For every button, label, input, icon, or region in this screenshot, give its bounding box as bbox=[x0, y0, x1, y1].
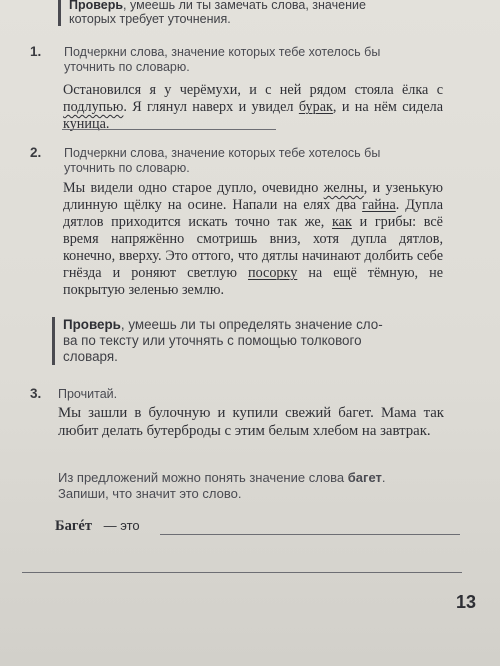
task-2-number: 2. bbox=[30, 145, 42, 160]
answer-line-1[interactable] bbox=[160, 534, 460, 535]
task-1-number: 1. bbox=[30, 44, 42, 59]
story-text: , и на нём сидела куница. bbox=[63, 99, 443, 132]
check-line-1 bbox=[69, 0, 469, 12]
pencil-underline bbox=[62, 129, 276, 130]
story-text: . Я глянул наверх и увидел bbox=[123, 99, 299, 115]
task-2-instruction-line-2: уточнить по словарю. bbox=[64, 161, 190, 175]
task-3-story: Мы зашли в булочную и купили свежий багет. Мама так любит делать бутерброды с этим белым хлебом на завтрак. bbox=[58, 405, 444, 439]
question-bold-word: багет bbox=[347, 470, 382, 485]
task-2-story bbox=[63, 180, 443, 299]
answer-line-2[interactable] bbox=[22, 572, 462, 573]
task-3-question-line-2: Запиши, что значит это слово. bbox=[58, 486, 242, 501]
answer-prompt bbox=[55, 518, 140, 535]
task-1-story bbox=[63, 82, 443, 133]
task-2-instruction bbox=[64, 146, 449, 176]
check-line-2: ва по тексту или уточнять с помощью толкового bbox=[63, 333, 362, 348]
check-line-2: которых требует уточнения. bbox=[69, 12, 231, 26]
check-bold-label: Проверь bbox=[69, 0, 124, 12]
answer-dash: — это bbox=[103, 518, 140, 533]
task-3-number: 3. bbox=[30, 386, 42, 401]
check-block-top bbox=[58, 0, 469, 26]
underlined-word: как bbox=[331, 214, 352, 230]
check-line-1 bbox=[63, 317, 458, 333]
check-block-middle bbox=[52, 317, 458, 365]
task-1-instruction-line-2: уточнить по словарю. bbox=[64, 60, 190, 74]
underlined-word: гайна bbox=[362, 197, 396, 213]
task-2-instruction-line-1: Подчеркни слова, значение которых тебе хотелось бы bbox=[64, 146, 381, 160]
underlined-word: посорку bbox=[248, 265, 298, 281]
story-text: и грибы: всё время напряжённо смотришь вниз, хотя дупла дятлов, конечно, вверху. Это оттого, что дятлы начинают долбить себе гнёзда и роняют светлую bbox=[63, 214, 443, 281]
task-3-instruction: Прочитай. bbox=[58, 387, 118, 401]
question-text: . bbox=[381, 470, 386, 485]
story-text: Остановился я у черёмухи, и с ней рядом стояла ёлка с bbox=[63, 82, 443, 98]
check-bold-label: Проверь bbox=[63, 317, 121, 332]
check-text: , умеешь ли ты определять значение сло- bbox=[120, 317, 383, 332]
story-text: . Дупла дятлов приходится искать точно так же, bbox=[63, 197, 443, 230]
task-1-instruction bbox=[64, 45, 449, 75]
underlined-word: желны bbox=[323, 180, 364, 196]
check-line-3: словаря. bbox=[63, 349, 118, 364]
story-text: Мы видели одно старое дупло, очевидно bbox=[63, 180, 324, 196]
story-text: на ещё тёмную, не покрытую зеленью землю. bbox=[63, 265, 443, 298]
page-number: 13 bbox=[456, 592, 477, 612]
question-text: Из предложений можно понять значение слова bbox=[58, 470, 348, 485]
task-1-instruction-line-1: Подчеркни слова, значение которых тебе хотелось бы bbox=[64, 45, 381, 59]
underlined-word: подлупью bbox=[63, 99, 124, 115]
underlined-word: бурак bbox=[298, 99, 333, 115]
task-3-question-line-1 bbox=[58, 470, 458, 486]
task-3-question bbox=[58, 470, 458, 502]
answer-word: Багéт bbox=[55, 518, 92, 534]
story-text: , и узенькую длинную щёлку на осине. Напали на елях два bbox=[63, 180, 443, 213]
check-text: , умеешь ли ты замечать слова, значение bbox=[123, 0, 366, 12]
